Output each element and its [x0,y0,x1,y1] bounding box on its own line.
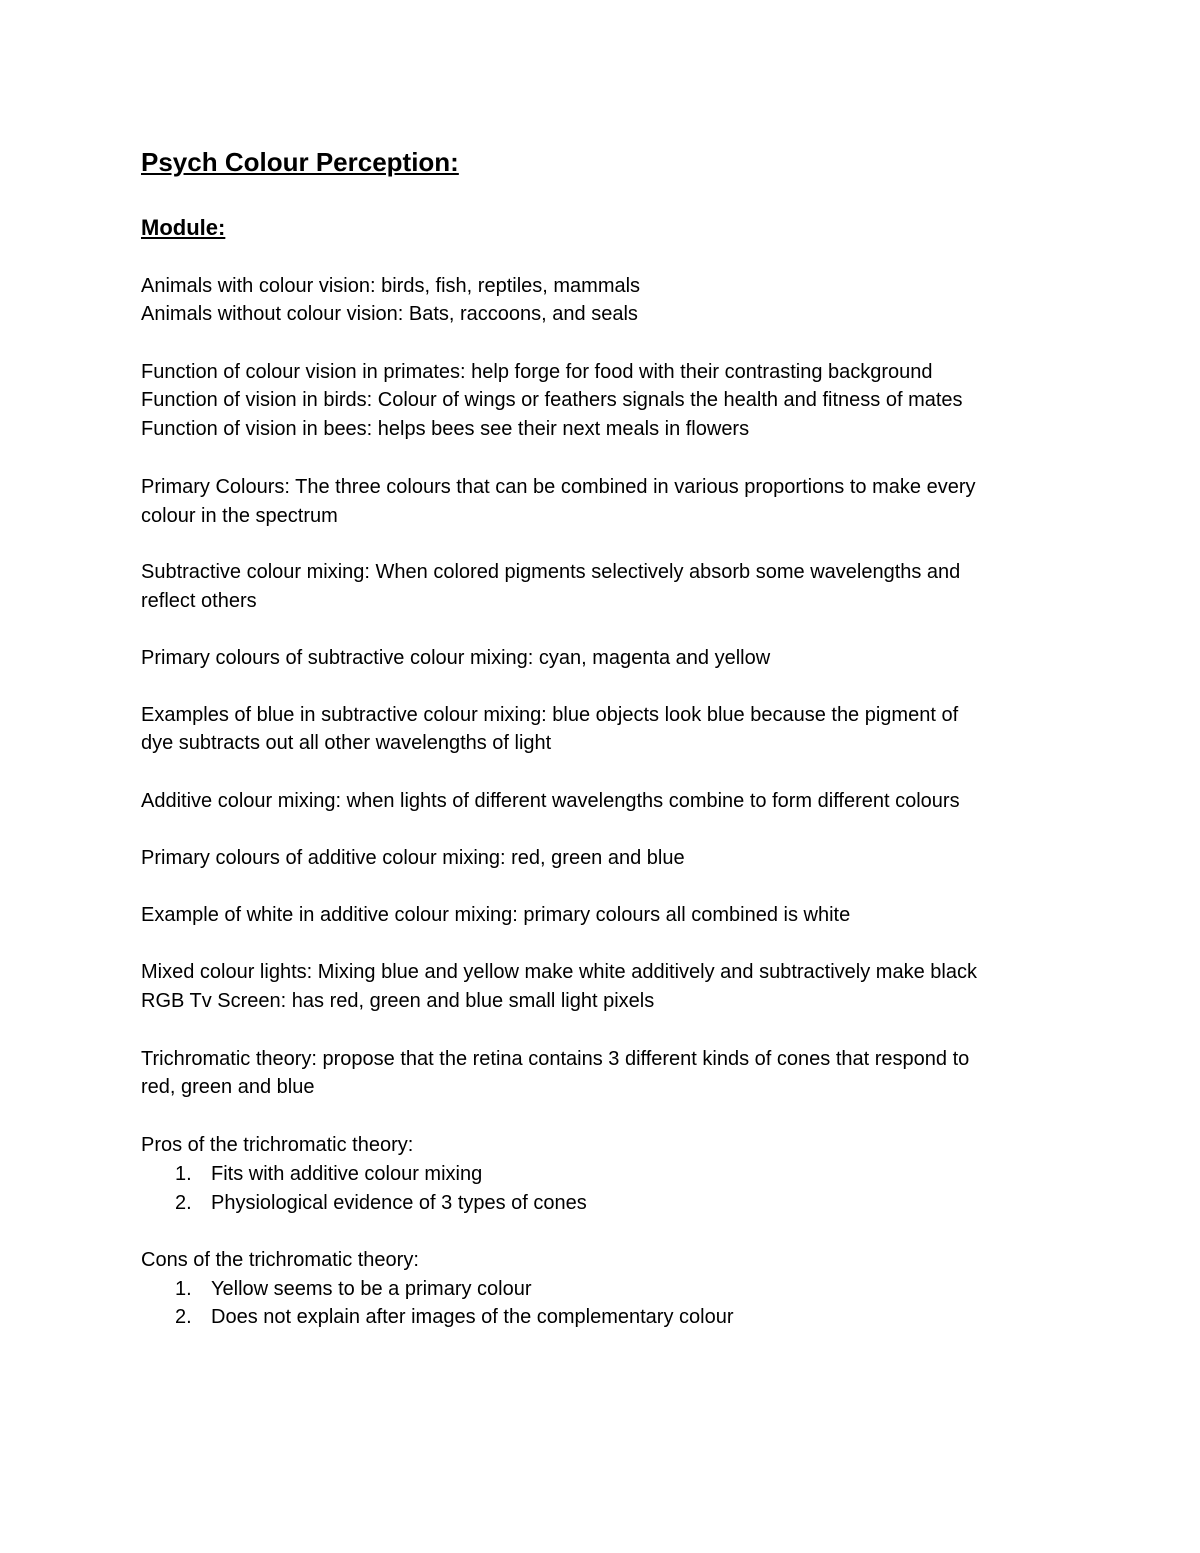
text-line: Trichromatic theory: propose that the retina contains 3 different kinds of cones that respond to [141,1048,970,1070]
list-item [141,1189,587,1217]
text-line: Function of colour vision in primates: help forge for food with their contrasting background [141,361,933,383]
list-item [141,1303,734,1331]
text-line: red, green and blue [141,1076,315,1098]
text-line: Primary Colours: The three colours that can be combined in various proportions to make every [141,476,976,498]
document-title: Psych Colour Perception: [141,147,459,177]
list-number: 2. [175,1192,192,1214]
text-line: Mixed colour lights: Mixing blue and yellow make white additively and subtractively make black [141,961,977,983]
text-line: Function of vision in birds: Colour of wings or feathers signals the health and fitness of mates [141,389,963,411]
text-line: Primary colours of subtractive colour mixing: cyan, magenta and yellow [141,647,771,669]
text-line: colour in the spectrum [141,505,338,527]
text-line: Additive colour mixing: when lights of different wavelengths combine to form different colours [141,790,960,812]
module-heading: Module: [141,215,226,240]
text-line: Animals without colour vision: Bats, raccoons, and seals [141,303,638,325]
text-line: Example of white in additive colour mixing: primary colours all combined is white [141,904,851,926]
text-line: dye subtracts out all other wavelengths of light [141,732,552,754]
list-number: 2. [175,1306,192,1328]
text-line: Animals with colour vision: birds, fish, reptiles, mammals [141,275,641,297]
list-item-text: Physiological evidence of 3 types of cones [211,1192,587,1214]
text-line: Subtractive colour mixing: When colored pigments selectively absorb some wavelengths and [141,561,961,583]
cons-heading: Cons of the trichromatic theory: [141,1249,419,1271]
list-item [141,1275,532,1303]
pros-heading: Pros of the trichromatic theory: [141,1134,414,1156]
list-number: 1. [175,1163,192,1185]
list-item-text: Fits with additive colour mixing [211,1163,483,1185]
text-line: Function of vision in bees: helps bees see their next meals in flowers [141,418,750,440]
list-item-text: Does not explain after images of the complementary colour [211,1306,734,1328]
text-line: reflect others [141,590,257,612]
list-item [141,1160,482,1188]
text-line: RGB Tv Screen: has red, green and blue small light pixels [141,990,655,1012]
list-number: 1. [175,1278,192,1300]
text-line: Examples of blue in subtractive colour mixing: blue objects look blue because the pigment of [141,704,959,726]
text-line: Primary colours of additive colour mixing: red, green and blue [141,847,685,869]
list-item-text: Yellow seems to be a primary colour [211,1278,532,1300]
